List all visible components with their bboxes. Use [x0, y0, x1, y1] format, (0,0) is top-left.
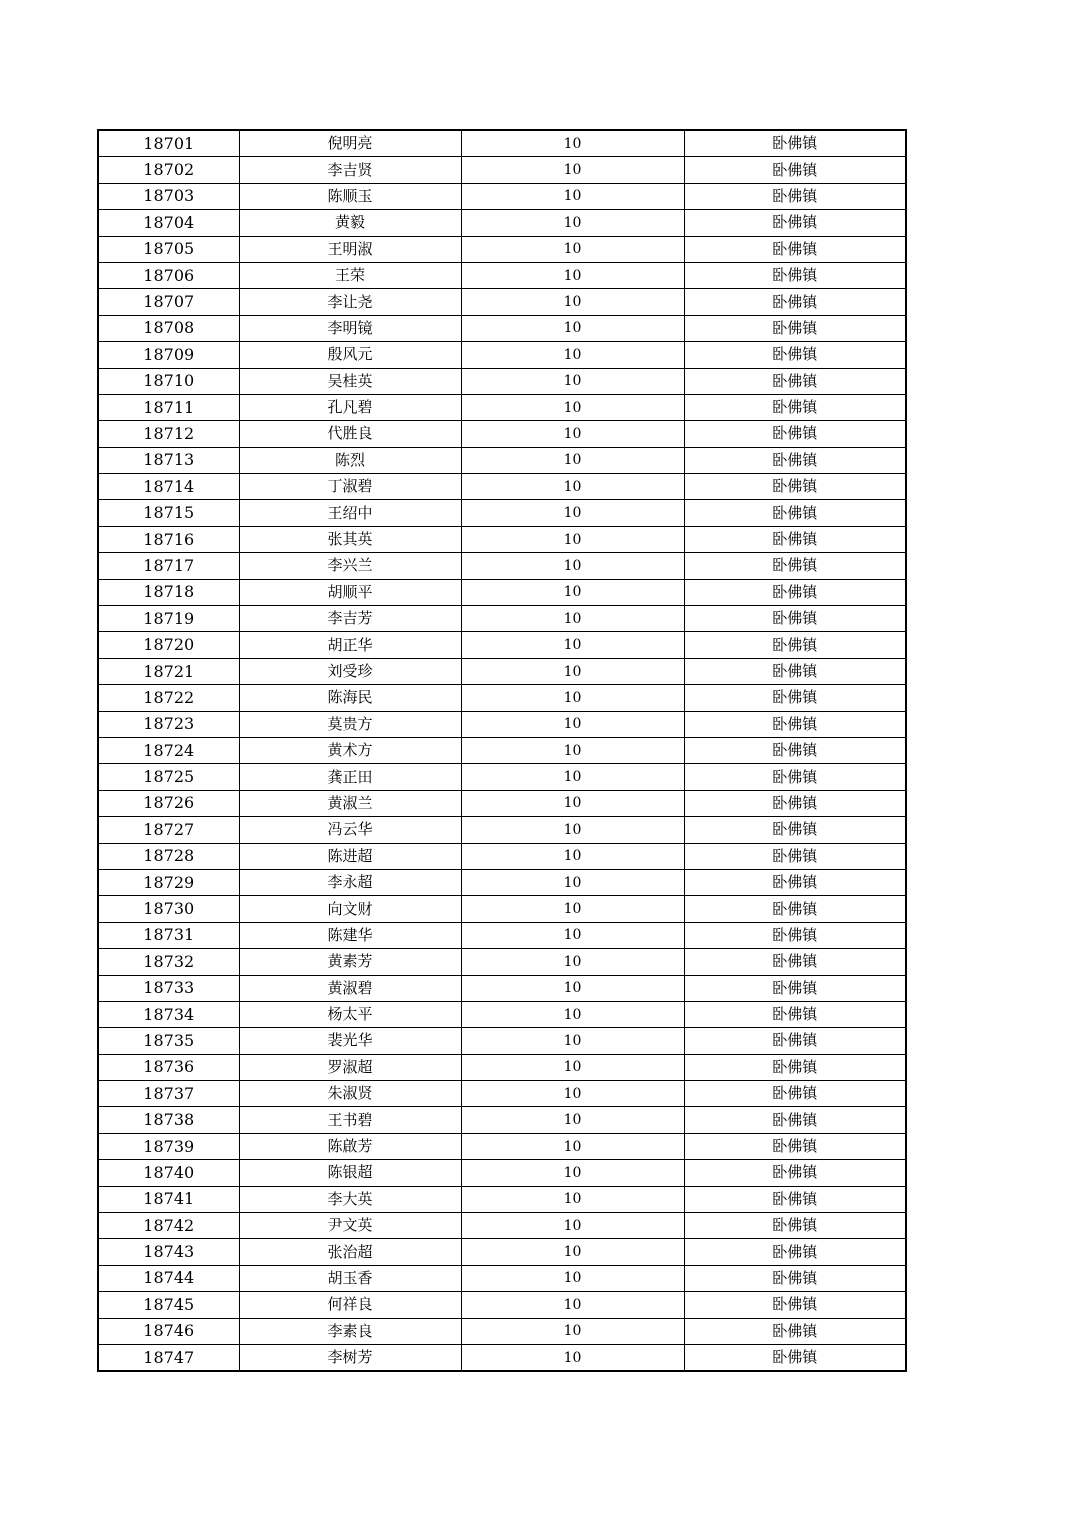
- amount-cell: 10: [461, 1028, 684, 1054]
- amount-cell: 10: [461, 474, 684, 500]
- amount-cell: 10: [461, 817, 684, 843]
- town-cell: 卧佛镇: [684, 711, 906, 737]
- serial-number-cell: 18727: [98, 817, 239, 843]
- amount-cell: 10: [461, 869, 684, 895]
- town-cell: 卧佛镇: [684, 1081, 906, 1107]
- town-cell: 卧佛镇: [684, 1054, 906, 1080]
- serial-number-cell: 18701: [98, 130, 239, 157]
- amount-cell: 10: [461, 342, 684, 368]
- amount-cell: 10: [461, 500, 684, 526]
- town-cell: 卧佛镇: [684, 1107, 906, 1133]
- serial-number-cell: 18739: [98, 1133, 239, 1159]
- serial-number-cell: 18708: [98, 315, 239, 341]
- serial-number-cell: 18716: [98, 526, 239, 552]
- town-cell: 卧佛镇: [684, 289, 906, 315]
- amount-cell: 10: [461, 236, 684, 262]
- person-name-cell: 殷风元: [239, 342, 461, 368]
- amount-cell: 10: [461, 368, 684, 394]
- amount-cell: 10: [461, 843, 684, 869]
- town-cell: 卧佛镇: [684, 210, 906, 236]
- person-name-cell: 陈顺玉: [239, 183, 461, 209]
- table-row: [98, 1001, 906, 1027]
- roster-body: [98, 130, 906, 1371]
- town-cell: 卧佛镇: [684, 474, 906, 500]
- amount-cell: 10: [461, 922, 684, 948]
- amount-cell: 10: [461, 632, 684, 658]
- table-row: [98, 737, 906, 763]
- table-row: [98, 183, 906, 209]
- person-name-cell: 陈进超: [239, 843, 461, 869]
- person-name-cell: 张治超: [239, 1239, 461, 1265]
- serial-number-cell: 18712: [98, 421, 239, 447]
- amount-cell: 10: [461, 896, 684, 922]
- amount-cell: 10: [461, 790, 684, 816]
- amount-cell: 10: [461, 1186, 684, 1212]
- person-name-cell: 王绍中: [239, 500, 461, 526]
- amount-cell: 10: [461, 1054, 684, 1080]
- amount-cell: 10: [461, 553, 684, 579]
- table-row: [98, 632, 906, 658]
- person-name-cell: 李兴兰: [239, 553, 461, 579]
- serial-number-cell: 18744: [98, 1265, 239, 1291]
- table-row: [98, 896, 906, 922]
- town-cell: 卧佛镇: [684, 843, 906, 869]
- table-row: [98, 1081, 906, 1107]
- serial-number-cell: 18702: [98, 157, 239, 183]
- person-name-cell: 王明淑: [239, 236, 461, 262]
- amount-cell: 10: [461, 262, 684, 288]
- town-cell: 卧佛镇: [684, 579, 906, 605]
- serial-number-cell: 18741: [98, 1186, 239, 1212]
- town-cell: 卧佛镇: [684, 157, 906, 183]
- town-cell: 卧佛镇: [684, 130, 906, 157]
- town-cell: 卧佛镇: [684, 500, 906, 526]
- serial-number-cell: 18724: [98, 737, 239, 763]
- table-row: [98, 843, 906, 869]
- serial-number-cell: 18726: [98, 790, 239, 816]
- amount-cell: 10: [461, 1001, 684, 1027]
- town-cell: 卧佛镇: [684, 1001, 906, 1027]
- amount-cell: 10: [461, 1318, 684, 1344]
- serial-number-cell: 18710: [98, 368, 239, 394]
- town-cell: 卧佛镇: [684, 1265, 906, 1291]
- person-name-cell: 李吉贤: [239, 157, 461, 183]
- person-name-cell: 张其英: [239, 526, 461, 552]
- amount-cell: 10: [461, 1081, 684, 1107]
- serial-number-cell: 18730: [98, 896, 239, 922]
- amount-cell: 10: [461, 289, 684, 315]
- serial-number-cell: 18736: [98, 1054, 239, 1080]
- person-name-cell: 李树芳: [239, 1344, 461, 1371]
- town-cell: 卧佛镇: [684, 658, 906, 684]
- person-name-cell: 陈啟芳: [239, 1133, 461, 1159]
- amount-cell: 10: [461, 975, 684, 1001]
- table-row: [98, 606, 906, 632]
- town-cell: 卧佛镇: [684, 896, 906, 922]
- table-row: [98, 922, 906, 948]
- table-row: [98, 869, 906, 895]
- amount-cell: 10: [461, 1160, 684, 1186]
- serial-number-cell: 18717: [98, 553, 239, 579]
- town-cell: 卧佛镇: [684, 685, 906, 711]
- town-cell: 卧佛镇: [684, 1344, 906, 1371]
- amount-cell: 10: [461, 737, 684, 763]
- person-name-cell: 黄淑兰: [239, 790, 461, 816]
- table-row: [98, 1213, 906, 1239]
- person-name-cell: 陈建华: [239, 922, 461, 948]
- person-name-cell: 黄毅: [239, 210, 461, 236]
- table-row: [98, 658, 906, 684]
- town-cell: 卧佛镇: [684, 1133, 906, 1159]
- person-name-cell: 李素良: [239, 1318, 461, 1344]
- town-cell: 卧佛镇: [684, 1028, 906, 1054]
- amount-cell: 10: [461, 1107, 684, 1133]
- town-cell: 卧佛镇: [684, 975, 906, 1001]
- town-cell: 卧佛镇: [684, 315, 906, 341]
- person-name-cell: 李永超: [239, 869, 461, 895]
- town-cell: 卧佛镇: [684, 262, 906, 288]
- serial-number-cell: 18729: [98, 869, 239, 895]
- serial-number-cell: 18705: [98, 236, 239, 262]
- amount-cell: 10: [461, 526, 684, 552]
- serial-number-cell: 18711: [98, 394, 239, 420]
- table-row: [98, 1344, 906, 1371]
- table-row: [98, 711, 906, 737]
- amount-cell: 10: [461, 157, 684, 183]
- table-row: [98, 421, 906, 447]
- serial-number-cell: 18709: [98, 342, 239, 368]
- town-cell: 卧佛镇: [684, 1160, 906, 1186]
- amount-cell: 10: [461, 658, 684, 684]
- person-name-cell: 李明镜: [239, 315, 461, 341]
- town-cell: 卧佛镇: [684, 632, 906, 658]
- amount-cell: 10: [461, 130, 684, 157]
- person-name-cell: 黄淑碧: [239, 975, 461, 1001]
- table-row: [98, 764, 906, 790]
- person-name-cell: 胡玉香: [239, 1265, 461, 1291]
- person-name-cell: 李吉芳: [239, 606, 461, 632]
- serial-number-cell: 18703: [98, 183, 239, 209]
- serial-number-cell: 18719: [98, 606, 239, 632]
- person-name-cell: 陈银超: [239, 1160, 461, 1186]
- amount-cell: 10: [461, 394, 684, 420]
- serial-number-cell: 18738: [98, 1107, 239, 1133]
- table-row: [98, 394, 906, 420]
- person-name-cell: 陈海民: [239, 685, 461, 711]
- table-row: [98, 790, 906, 816]
- table-row: [98, 1239, 906, 1265]
- town-cell: 卧佛镇: [684, 183, 906, 209]
- table-row: [98, 949, 906, 975]
- person-name-cell: 胡顺平: [239, 579, 461, 605]
- town-cell: 卧佛镇: [684, 922, 906, 948]
- town-cell: 卧佛镇: [684, 236, 906, 262]
- person-name-cell: 罗淑超: [239, 1054, 461, 1080]
- table-row: [98, 1292, 906, 1318]
- table-row: [98, 817, 906, 843]
- person-name-cell: 黄术方: [239, 737, 461, 763]
- town-cell: 卧佛镇: [684, 1213, 906, 1239]
- serial-number-cell: 18713: [98, 447, 239, 473]
- table-row: [98, 130, 906, 157]
- serial-number-cell: 18732: [98, 949, 239, 975]
- person-name-cell: 陈烈: [239, 447, 461, 473]
- person-name-cell: 向文财: [239, 896, 461, 922]
- person-name-cell: 丁淑碧: [239, 474, 461, 500]
- amount-cell: 10: [461, 210, 684, 236]
- town-cell: 卧佛镇: [684, 526, 906, 552]
- amount-cell: 10: [461, 764, 684, 790]
- person-name-cell: 胡正华: [239, 632, 461, 658]
- serial-number-cell: 18737: [98, 1081, 239, 1107]
- town-cell: 卧佛镇: [684, 394, 906, 420]
- serial-number-cell: 18725: [98, 764, 239, 790]
- table-row: [98, 685, 906, 711]
- serial-number-cell: 18742: [98, 1213, 239, 1239]
- person-name-cell: 刘受珍: [239, 658, 461, 684]
- table-row: [98, 289, 906, 315]
- amount-cell: 10: [461, 606, 684, 632]
- serial-number-cell: 18747: [98, 1344, 239, 1371]
- serial-number-cell: 18735: [98, 1028, 239, 1054]
- town-cell: 卧佛镇: [684, 790, 906, 816]
- amount-cell: 10: [461, 949, 684, 975]
- amount-cell: 10: [461, 447, 684, 473]
- town-cell: 卧佛镇: [684, 447, 906, 473]
- person-name-cell: 裴光华: [239, 1028, 461, 1054]
- amount-cell: 10: [461, 183, 684, 209]
- table-row: [98, 553, 906, 579]
- table-row: [98, 1265, 906, 1291]
- serial-number-cell: 18721: [98, 658, 239, 684]
- table-row: [98, 342, 906, 368]
- table-row: [98, 447, 906, 473]
- amount-cell: 10: [461, 315, 684, 341]
- person-name-cell: 代胜良: [239, 421, 461, 447]
- person-name-cell: 龚正田: [239, 764, 461, 790]
- serial-number-cell: 18715: [98, 500, 239, 526]
- serial-number-cell: 18722: [98, 685, 239, 711]
- serial-number-cell: 18720: [98, 632, 239, 658]
- town-cell: 卧佛镇: [684, 421, 906, 447]
- person-name-cell: 莫贵方: [239, 711, 461, 737]
- roster-table: [97, 129, 907, 1372]
- table-row: [98, 1028, 906, 1054]
- amount-cell: 10: [461, 1344, 684, 1371]
- serial-number-cell: 18734: [98, 1001, 239, 1027]
- town-cell: 卧佛镇: [684, 606, 906, 632]
- amount-cell: 10: [461, 685, 684, 711]
- town-cell: 卧佛镇: [684, 1318, 906, 1344]
- town-cell: 卧佛镇: [684, 1292, 906, 1318]
- serial-number-cell: 18728: [98, 843, 239, 869]
- person-name-cell: 何祥良: [239, 1292, 461, 1318]
- table-row: [98, 368, 906, 394]
- serial-number-cell: 18731: [98, 922, 239, 948]
- table-row: [98, 157, 906, 183]
- person-name-cell: 吴桂英: [239, 368, 461, 394]
- person-name-cell: 倪明亮: [239, 130, 461, 157]
- person-name-cell: 尹文英: [239, 1213, 461, 1239]
- serial-number-cell: 18733: [98, 975, 239, 1001]
- table-row: [98, 1318, 906, 1344]
- table-row: [98, 1186, 906, 1212]
- amount-cell: 10: [461, 1213, 684, 1239]
- town-cell: 卧佛镇: [684, 764, 906, 790]
- serial-number-cell: 18745: [98, 1292, 239, 1318]
- person-name-cell: 王书碧: [239, 1107, 461, 1133]
- serial-number-cell: 18714: [98, 474, 239, 500]
- serial-number-cell: 18718: [98, 579, 239, 605]
- town-cell: 卧佛镇: [684, 869, 906, 895]
- serial-number-cell: 18740: [98, 1160, 239, 1186]
- table-row: [98, 236, 906, 262]
- person-name-cell: 李大英: [239, 1186, 461, 1212]
- table-row: [98, 975, 906, 1001]
- town-cell: 卧佛镇: [684, 949, 906, 975]
- amount-cell: 10: [461, 711, 684, 737]
- amount-cell: 10: [461, 1292, 684, 1318]
- town-cell: 卧佛镇: [684, 553, 906, 579]
- table-row: [98, 1054, 906, 1080]
- table-row: [98, 210, 906, 236]
- amount-cell: 10: [461, 421, 684, 447]
- serial-number-cell: 18704: [98, 210, 239, 236]
- town-cell: 卧佛镇: [684, 1239, 906, 1265]
- person-name-cell: 杨太平: [239, 1001, 461, 1027]
- person-name-cell: 李让尧: [239, 289, 461, 315]
- town-cell: 卧佛镇: [684, 1186, 906, 1212]
- table-row: [98, 500, 906, 526]
- table-row: [98, 262, 906, 288]
- table-row: [98, 1107, 906, 1133]
- serial-number-cell: 18723: [98, 711, 239, 737]
- amount-cell: 10: [461, 1265, 684, 1291]
- table-row: [98, 474, 906, 500]
- table-row: [98, 1133, 906, 1159]
- table-row: [98, 1160, 906, 1186]
- serial-number-cell: 18746: [98, 1318, 239, 1344]
- person-name-cell: 黄素芳: [239, 949, 461, 975]
- serial-number-cell: 18706: [98, 262, 239, 288]
- person-name-cell: 王荣: [239, 262, 461, 288]
- table-row: [98, 526, 906, 552]
- amount-cell: 10: [461, 1133, 684, 1159]
- person-name-cell: 朱淑贤: [239, 1081, 461, 1107]
- town-cell: 卧佛镇: [684, 737, 906, 763]
- amount-cell: 10: [461, 1239, 684, 1265]
- table-row: [98, 579, 906, 605]
- town-cell: 卧佛镇: [684, 817, 906, 843]
- person-name-cell: 冯云华: [239, 817, 461, 843]
- serial-number-cell: 18743: [98, 1239, 239, 1265]
- town-cell: 卧佛镇: [684, 368, 906, 394]
- amount-cell: 10: [461, 579, 684, 605]
- person-name-cell: 孔凡碧: [239, 394, 461, 420]
- serial-number-cell: 18707: [98, 289, 239, 315]
- table-row: [98, 315, 906, 341]
- town-cell: 卧佛镇: [684, 342, 906, 368]
